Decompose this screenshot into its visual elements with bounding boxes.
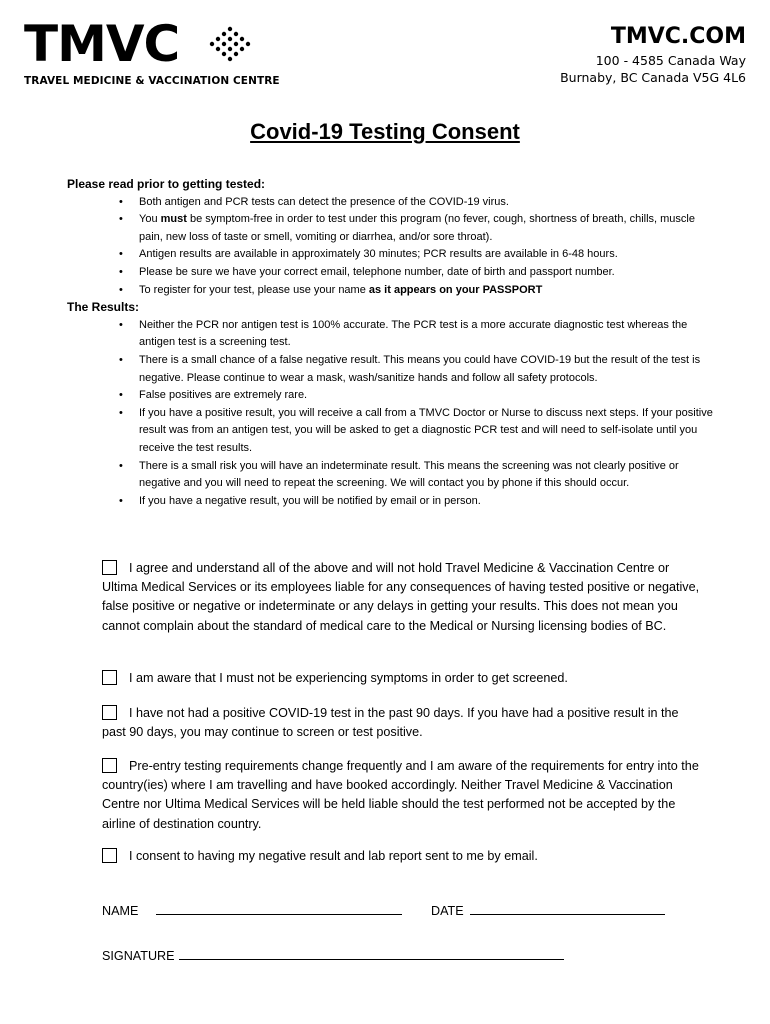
consent-checkbox[interactable] <box>102 560 117 575</box>
dot-grid-icon <box>204 26 256 66</box>
consent-symptoms <box>102 669 702 688</box>
date-field <box>431 902 665 920</box>
intro-heading: Please read prior to getting tested: <box>67 177 266 191</box>
consent-checkbox[interactable] <box>102 705 117 720</box>
list-item: • Neither the PCR nor antigen test is 100% accurate. The PCR test is a more accurate diagnostic test whereas the antigen test is a screening test. <box>139 317 717 352</box>
intro-list <box>67 194 717 300</box>
consent-email-results <box>102 847 702 866</box>
consent-text: I have not had a positive COVID-19 test in the past 90 days. If you have had a positive result in the past 90 days, you may continue to screen or test positive. <box>102 706 679 740</box>
list-item: • Both antigen and PCR tests can detect the presence of the COVID-19 virus. <box>139 194 717 212</box>
logo-wordmark: TMVC <box>24 15 180 73</box>
results-list <box>67 317 717 511</box>
list-item: • Please be sure we have your correct email, telephone number, date of birth and passport number. <box>139 264 717 282</box>
consent-text: Pre-entry testing requirements change frequently and I am aware of the requirements for entry into the country(ies) where I am travelling and have booked accordingly. Neither Travel Medicine & Vaccination Centre nor Ultima Medical Services will be held liable should the test performed not be accepted by the airline of destination country. <box>102 759 699 831</box>
list-item: • False positives are extremely rare. <box>139 387 717 405</box>
signature-label: SIGNATURE <box>102 949 175 963</box>
consent-text: I consent to having my negative result and lab report sent to me by email. <box>129 849 538 863</box>
list-item: • Antigen results are available in approximately 30 minutes; PCR results are available in 6-48 hours. <box>139 246 717 264</box>
name-input-line[interactable] <box>156 902 402 915</box>
address <box>560 52 746 86</box>
site-name: TMVC.COM <box>610 24 746 49</box>
name-field <box>102 902 402 920</box>
list-item: • If you have a positive result, you will receive a call from a TMVC Doctor or Nurse to discuss next steps. If your positive result was from an antigen test, you will be asked to get a diagnostic PCR test and will need to self-isolate until you receive the test results. <box>139 405 717 458</box>
list-item: • You must be symptom-free in order to test under this program (no fever, cough, shortness of breath, chills, muscle pain, new loss of taste or smell, vomiting or diarrhea, and/or sore throat). <box>139 211 717 246</box>
list-item: • To register for your test, please use your name as it appears on your PASSPORT <box>139 282 717 300</box>
date-label: DATE <box>431 904 464 918</box>
consent-checkbox[interactable] <box>102 758 117 773</box>
address-line-1: 100 - 4585 Canada Way <box>595 53 746 68</box>
consent-text: I am aware that I must not be experiencing symptoms in order to get screened. <box>129 671 568 685</box>
signature-input-line[interactable] <box>179 947 564 960</box>
list-item: • There is a small risk you will have an indeterminate result. This means the screening was not clearly positive or negative and you will need to repeat the screening. We will contact you by phone if this should occur. <box>139 458 717 493</box>
name-label: NAME <box>102 904 139 918</box>
instructions <box>67 176 717 510</box>
consent-checkbox[interactable] <box>102 848 117 863</box>
list-item: • There is a small chance of a false negative result. This means you could have COVID-19 but the result of the test is negative. Please continue to wear a mask, wash/sanitize hands and follow all safety protocols. <box>139 352 717 387</box>
consent-liability <box>102 559 702 636</box>
logo-subtitle: TRAVEL MEDICINE & VACCINATION CENTRE <box>24 75 280 87</box>
consent-prior-positive <box>102 704 702 742</box>
consent-pre-entry <box>102 757 702 834</box>
list-item: • If you have a negative result, you will be notified by email or in person. <box>139 493 717 511</box>
page-title: Covid-19 Testing Consent <box>250 119 520 144</box>
date-input-line[interactable] <box>470 902 665 915</box>
address-line-2: Burnaby, BC Canada V5G 4L6 <box>560 70 746 85</box>
tmvc-logo <box>24 15 280 90</box>
consent-text: I agree and understand all of the above and will not hold Travel Medicine & Vaccination Centre or Ultima Medical Services or its employees liable for any consequences of having tested positive or negative, false positive or negative or indeterminate or any delays in getting your results. This does not mean you cannot complain about the standard of medical care to the Medical or Nursing licensing bodies of BC. <box>102 561 700 633</box>
consent-checkbox[interactable] <box>102 670 117 685</box>
results-heading: The Results: <box>67 300 140 315</box>
signature-field <box>102 947 564 965</box>
